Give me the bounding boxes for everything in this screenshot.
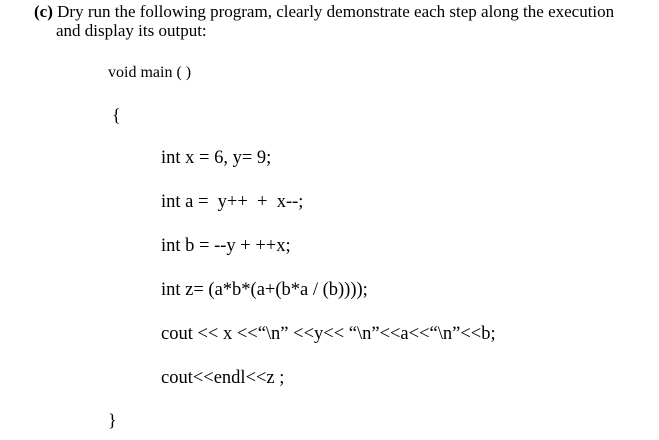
code-open-brace: {	[112, 105, 121, 125]
code-line: int b = --y + ++x;	[161, 236, 291, 256]
code-line: int a = y++ + x--;	[161, 192, 304, 212]
code-line: cout << x <<“\n” <<y<< “\n”<<a<<“\n”<<b;	[161, 324, 496, 344]
code-line: int z= (a*b*(a+(b*a / (b))));	[161, 280, 368, 300]
code-close-brace: }	[108, 410, 117, 430]
question-text-line1: Dry run the following program, clearly demonstrate each step along the execution	[57, 2, 615, 21]
code-line: int x = 6, y= 9;	[161, 148, 272, 168]
question-label: (c)	[34, 2, 53, 21]
code-line: cout<<endl<<z ;	[161, 368, 285, 388]
question-text-line2: and display its output:	[56, 21, 207, 40]
code-signature: void main ( )	[108, 64, 192, 81]
question-prompt	[34, 2, 649, 40]
